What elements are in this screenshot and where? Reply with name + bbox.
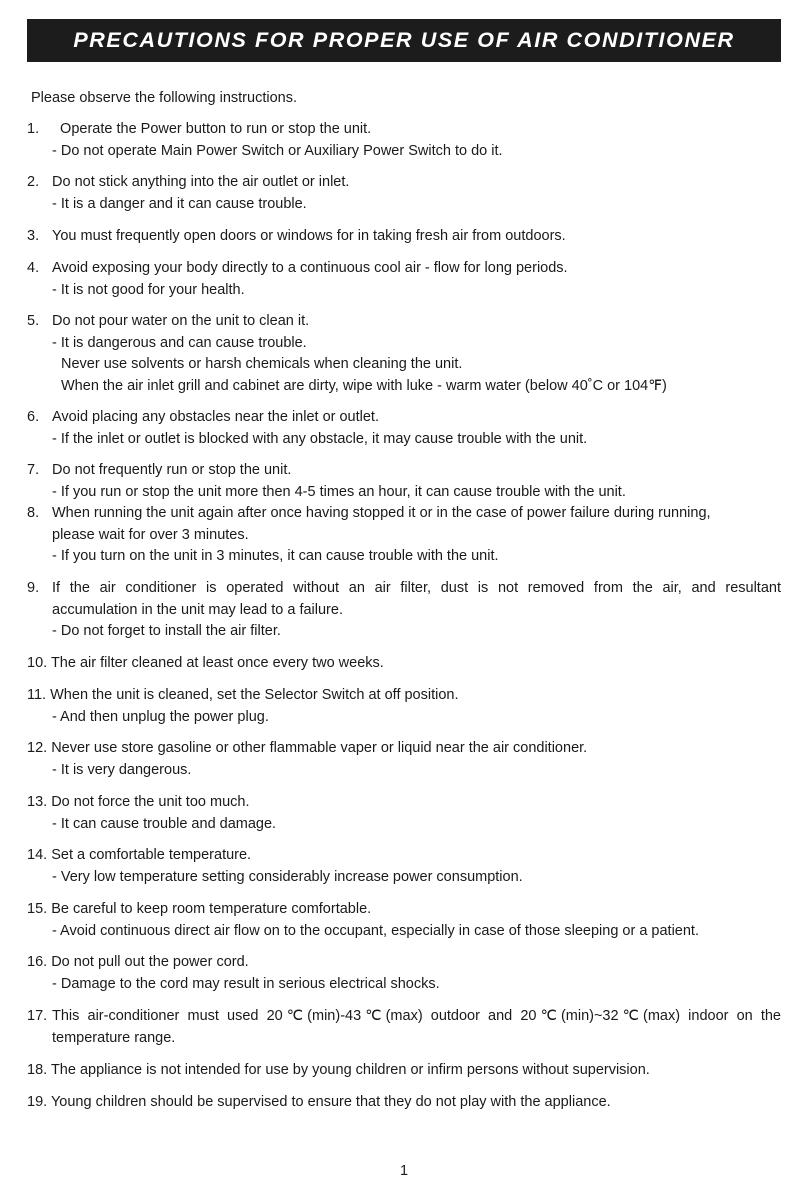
list-item [27,952,781,995]
list-item [27,845,781,888]
item-number: 2. [27,174,40,190]
page-number: 1 [399,1163,409,1179]
item-number: 13. [27,794,48,810]
item-note: - Avoid continuous direct air flow on to the occupant, especially in case of those sleeping or a patient. [52,922,699,939]
item-text: This air-conditioner must used 20℃(min)-43℃(max) outdoor and 20℃(min)~32℃(max) indoor on the [52,1008,781,1024]
item-text: The appliance is not intended for use by young children or infirm persons without supervision. [50,1062,650,1078]
list-item [27,578,781,643]
list-item [27,460,781,503]
item-number: 17. [27,1008,48,1024]
item-number: 16. [27,954,48,970]
item-number: 4. [27,260,40,276]
item-number: 7. [27,462,40,478]
list-item [27,311,781,397]
item-number: 10. [27,655,48,671]
item-text: Do not force the unit too much. [51,794,250,810]
item-text: Do not pour water on the unit to clean it. [52,313,310,329]
item-number: 19. [27,1094,48,1110]
item-number: 11. [27,687,47,703]
item-note: - If you run or stop the unit more then 4-5 times an hour, it can cause trouble with the unit. [52,483,626,500]
item-note: - And then unplug the power plug. [52,708,269,725]
item-number: 14. [27,847,48,863]
list-item [27,738,781,781]
page-title: PRECAUTIONS FOR PROPER USE OF AIR CONDITIONER [27,19,781,62]
item-note: accumulation in the unit may lead to a failure. [52,601,343,618]
item-number: 9. [27,580,40,596]
item-note: - It can cause trouble and damage. [52,815,277,832]
item-note: - Damage to the cord may result in serious electrical shocks. [52,975,440,992]
item-note: - If you turn on the unit in 3 minutes, it can cause trouble with the unit. [52,548,499,565]
list-item [27,119,781,162]
item-note: - It is very dangerous. [52,761,192,778]
item-number: 6. [27,409,40,425]
item-note: - It is dangerous and can cause trouble. [52,334,307,351]
item-number: 5. [27,313,40,329]
list-item [27,172,781,215]
item-note: Never use solvents or harsh chemicals when cleaning the unit. [61,356,463,373]
item-text: Young children should be supervised to ensure that they do not play with the appliance. [50,1094,611,1110]
item-number: 3. [27,228,40,244]
item-text: You must frequently open doors or windows for in taking fresh air from outdoors. [52,228,566,244]
item-note: - If the inlet or outlet is blocked with any obstacle, it may cause trouble with the unit. [52,430,588,447]
list-item [27,1060,781,1082]
item-note: - Do not forget to install the air filter. [52,623,281,640]
item-note: please wait for over 3 minutes. [52,526,249,543]
list-item [27,792,781,835]
item-note: - It is not good for your health. [52,281,245,298]
item-text: Do not frequently run or stop the unit. [52,462,292,478]
list-item [27,653,781,675]
item-text: Be careful to keep room temperature comfortable. [51,901,372,917]
list-item [27,258,781,301]
item-text: The air filter cleaned at least once every two weeks. [50,655,384,671]
item-note: temperature range. [52,1029,176,1046]
list-item [27,503,781,568]
item-note: When the air inlet grill and cabinet are dirty, wipe with luke - warm water (below 40˚C or 104℉) [61,377,667,394]
item-note: - Very low temperature setting considerably increase power consumption. [52,868,523,885]
item-text: When running the unit again after once having stopped it or in the case of power failure during running, [52,505,711,521]
item-text: Operate the Power button to run or stop the unit. [52,121,372,137]
list-item [27,685,781,728]
item-number: 15. [27,901,48,917]
list-item [27,1092,781,1114]
list-item [27,899,781,942]
item-text: Avoid exposing your body directly to a continuous cool air - flow for long periods. [52,260,568,276]
item-note: - It is a danger and it can cause trouble. [52,195,307,212]
item-text: Set a comfortable temperature. [51,847,252,863]
item-number: 18. [27,1062,48,1078]
list-item [27,1006,781,1049]
item-text: If the air conditioner is operated without an air filter, dust is not removed from the air, and resultant [52,580,781,596]
item-text: Do not pull out the power cord. [51,954,249,970]
item-note: - Do not operate Main Power Switch or Auxiliary Power Switch to do it. [52,142,503,159]
item-number: 8. [27,505,40,521]
list-item [27,407,781,450]
item-number: 1. [27,121,40,137]
item-text: When the unit is cleaned, set the Selector Switch at off position. [50,687,459,703]
item-text: Never use store gasoline or other flammable vaper or liquid near the air conditioner. [51,740,588,756]
item-number: 12. [27,740,48,756]
list-item [27,226,781,248]
item-text: Avoid placing any obstacles near the inlet or outlet. [52,409,379,425]
intro-text: Please observe the following instructions. [31,90,297,106]
item-text: Do not stick anything into the air outlet or inlet. [52,174,350,190]
